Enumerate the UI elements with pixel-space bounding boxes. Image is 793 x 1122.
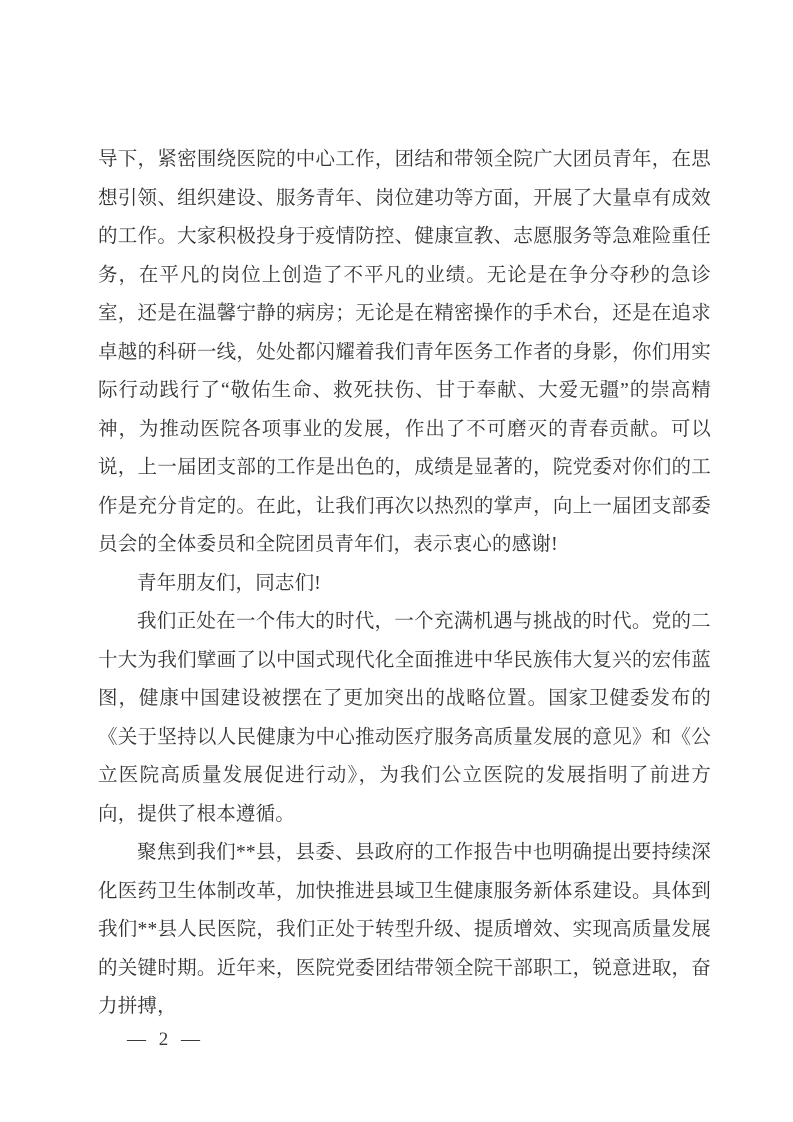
page-number: — 2 — [127, 1029, 204, 1050]
paragraph: 聚焦到我们**县，县委、县政府的工作报告中也明确提出要持续深化医药卫生体制改革，加快推进县域卫生健康服务新体系建设。具体到我们**县人民医院，我们正处于转型升级、提质增效、实现高质量发展的关键时期。近年来，医院党委团结带领全院干部职工，锐意进取，奋力拼搏， [98, 842, 711, 1017]
paragraph: 我们正处在一个伟大的时代，一个充满机遇与挑战的时代。党的二十大为我们擘画了以中国式现代化全面推进中华民族伟大复兴的宏伟蓝图，健康中国建设被摆在了更加突出的战略位置。国家卫健委发布的《关于坚持以人民健康为中心推动医疗服务高质量发展的意见》和《公立医院高质量发展促进行动》，为我们公立医院的发展指明了前进方向，提供了根本遵循。 [98, 611, 711, 825]
paragraph: 青年朋友们，同志们! [137, 572, 321, 594]
paragraph: 导下，紧密围绕医院的中心工作，团结和带领全院广大团员青年，在思想引领、组织建设、服务青年、岗位建功等方面，开展了大量卓有成效的工作。大家积极投身于疫情防控、健康宣教、志愿服务等急难险重任务，在平凡的岗位上创造了不平凡的业绩。无论是在争分夺秒的急诊室，还是在温馨宁静的病房；无论是在精密操作的手术台，还是在追求卓越的科研一线，处处都闪耀着我们青年医务工作者的身影，你们用实际行动践行了“敬佑生命、救死扶伤、甘于奉献、大爱无疆”的崇高精神，为推动医院各项事业的发展，作出了不可磨灭的青春贡献。可以说，上一届团支部的工作是出色的，成绩是显著的，院党委对你们的工作是充分肯定的。在此，让我们再次以热烈的掌声，向上一届团支部委员会的全体委员和全院团员青年们，表示衷心的感谢! [98, 149, 711, 555]
document-body [98, 141, 711, 1027]
